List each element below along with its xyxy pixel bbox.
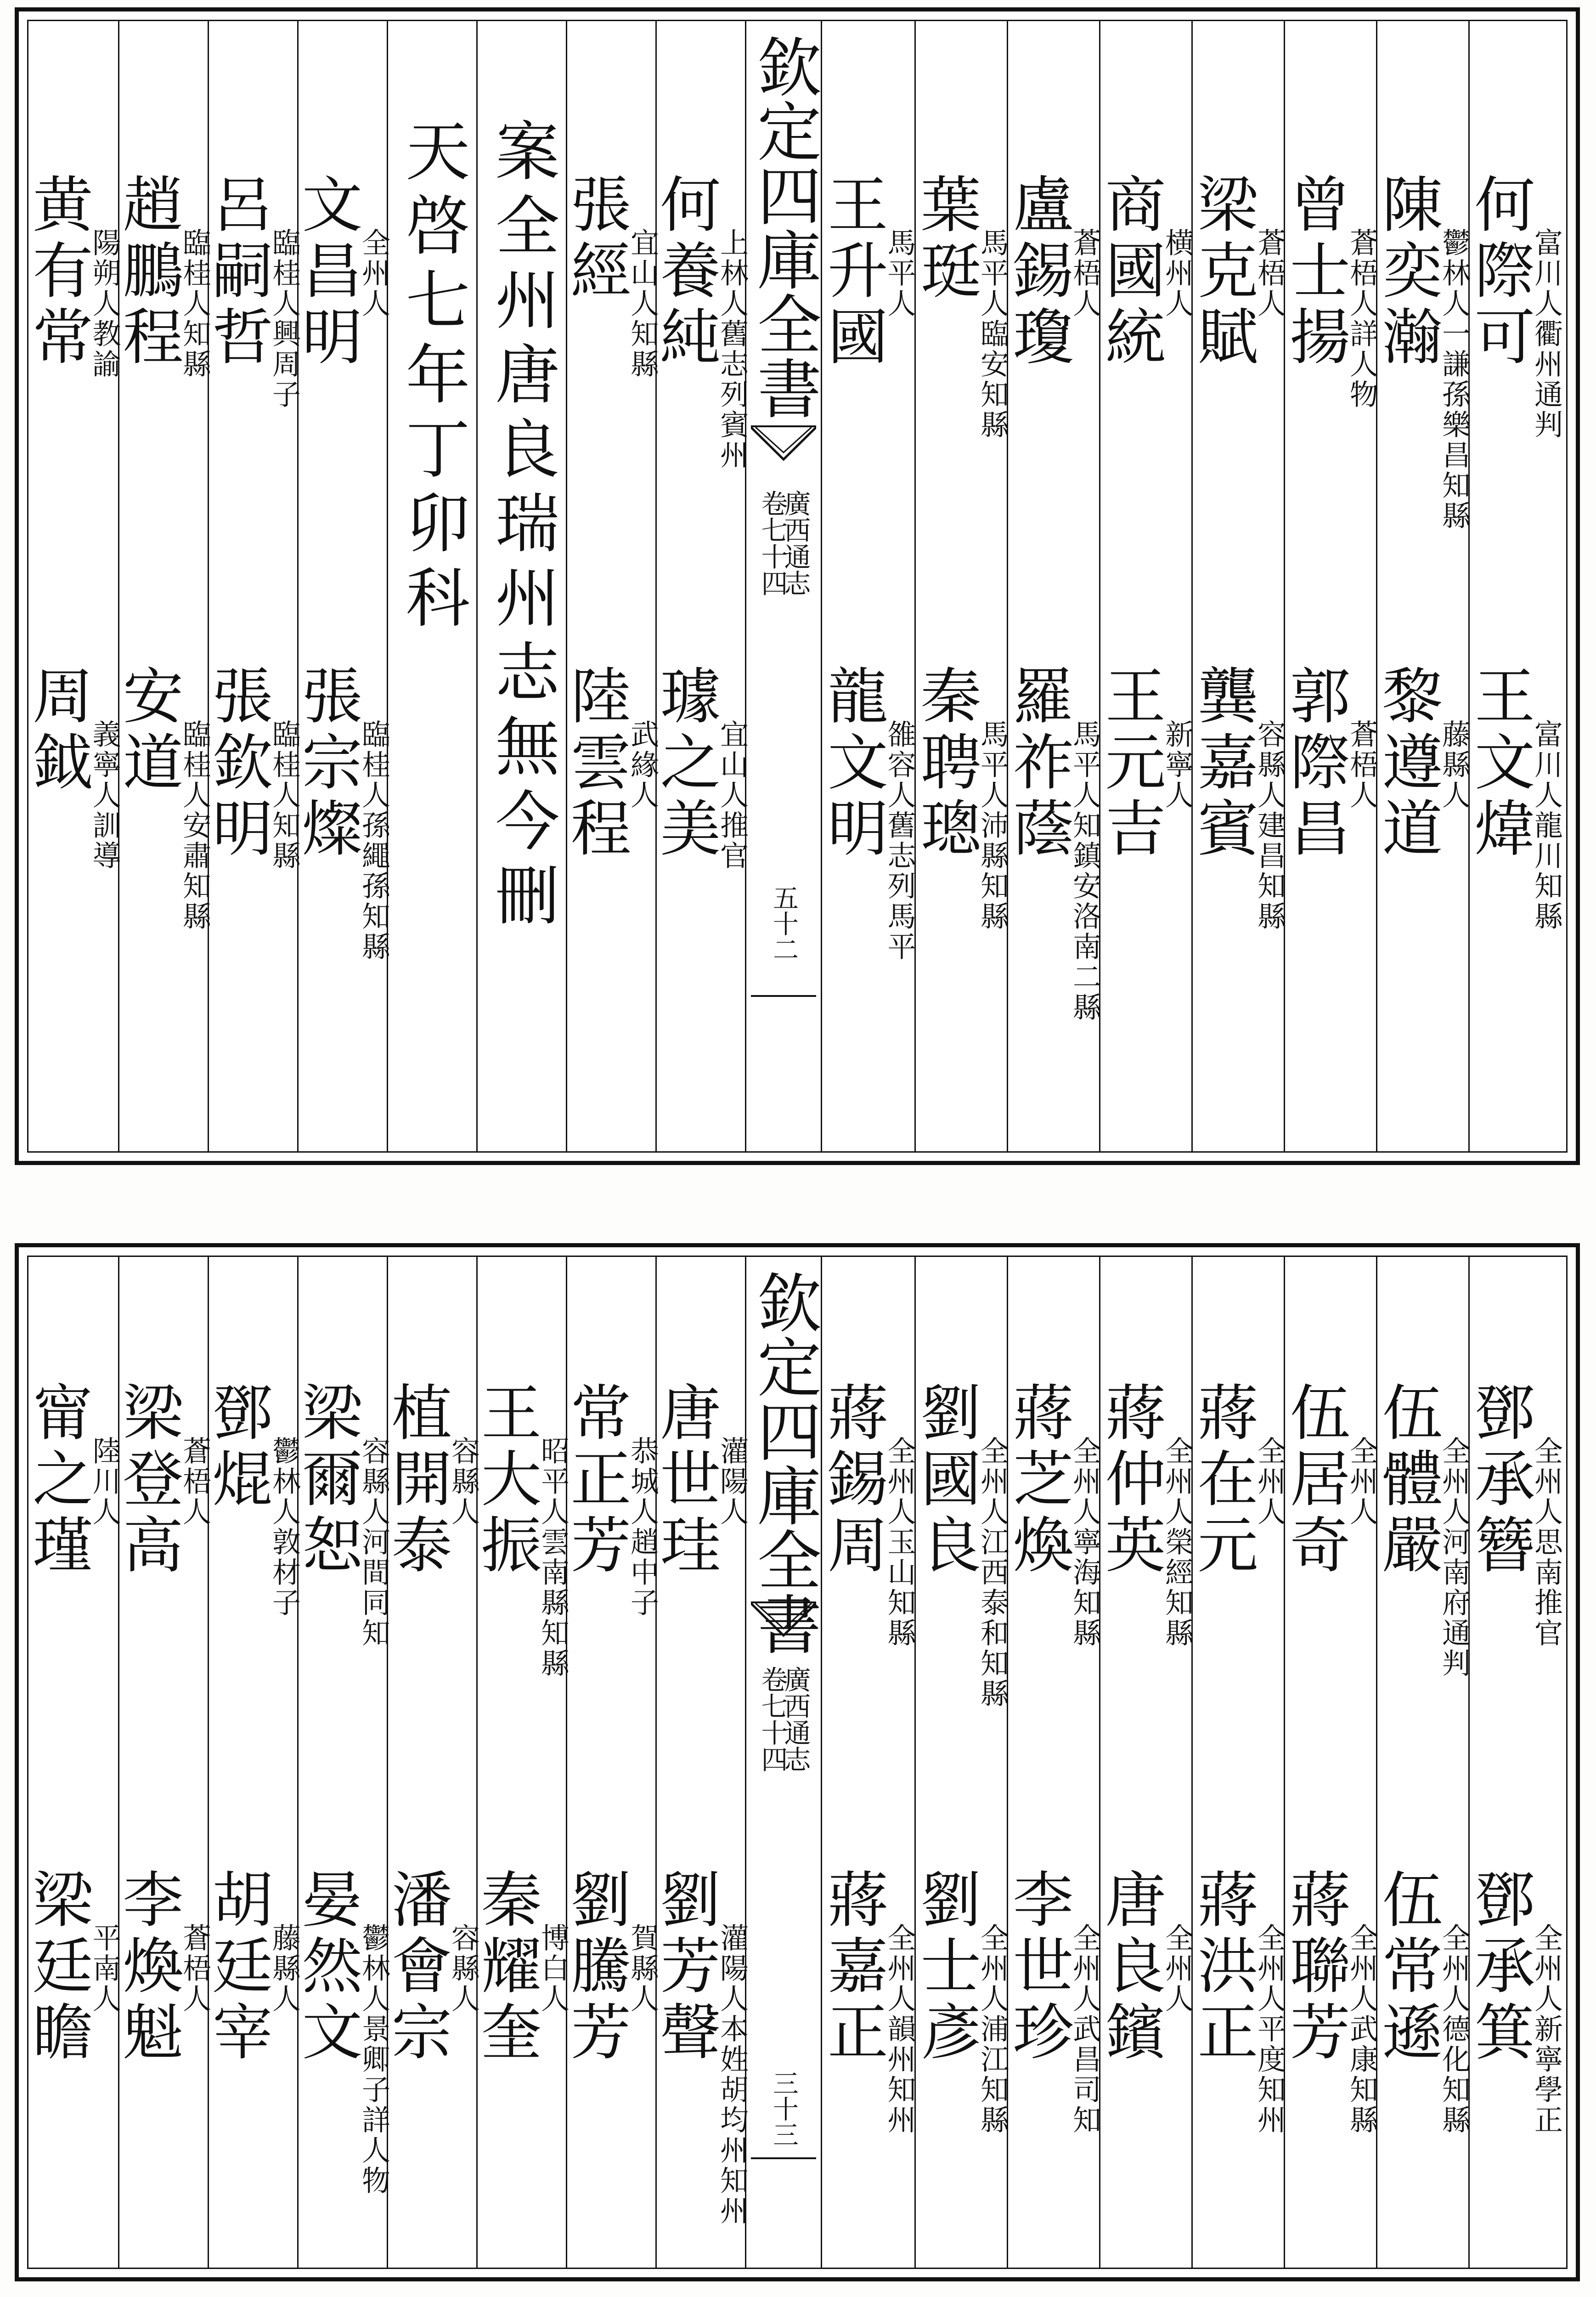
person-name: 鄧承簪 [1464, 1381, 1535, 1579]
book-title [746, 34, 821, 420]
name-entry [560, 1381, 660, 1618]
text-column [381, 1257, 480, 2268]
person-note: 藤縣人 [267, 1923, 301, 2014]
name-entry [1279, 173, 1379, 410]
person-name: 劉芳聲 [649, 1868, 721, 2066]
text-column [476, 21, 566, 1151]
person-note: 全州人德化知縣 [1437, 1923, 1471, 2135]
name-entry [1094, 664, 1194, 863]
name-entry [202, 1381, 301, 1618]
person-name: 常正芳 [560, 1381, 631, 1579]
person-note: 灌陽人 [715, 1436, 749, 1527]
name-entry [1371, 1381, 1471, 1679]
person-note: 雒容人舊志列馬平 [883, 719, 917, 962]
person-name: 梁爾恕 [291, 1381, 362, 1579]
text-column [1002, 21, 1102, 1151]
person-note: 蒼梧人 [1068, 228, 1102, 319]
person-note: 全州人河南府通判 [1437, 1436, 1471, 1679]
person-note: 容縣人河間同知 [357, 1436, 391, 1648]
name-entry [1279, 664, 1379, 863]
person-note: 蒼梧人詳人物 [1345, 228, 1379, 410]
name-entry [560, 1868, 660, 2066]
person-name: 黎遵道 [1371, 664, 1443, 863]
person-name: 王文煒 [1464, 664, 1535, 863]
person-name: 璩之美 [649, 664, 721, 863]
text-column [1094, 1257, 1194, 2268]
person-name: 蔣嘉正 [817, 1868, 888, 2066]
name-entry [1002, 1381, 1102, 1648]
top-page-frame [22, 20, 1568, 1153]
text-column [1187, 1257, 1286, 2268]
volume-label-text: 卷七十四 [756, 1666, 788, 1772]
person-name: 梁克賦 [1187, 173, 1258, 371]
person-name: 蔣聯芳 [1279, 1868, 1350, 2066]
name-entry [649, 1381, 749, 1579]
person-note: 鬱林人一謙孫樂昌知縣 [1437, 228, 1471, 531]
person-note: 横州人 [1160, 228, 1194, 319]
person-note: 臨桂人安肅知縣 [178, 719, 212, 932]
person-name: 蔣在元 [1187, 1381, 1258, 1579]
text-column [291, 1257, 391, 2268]
name-entry [112, 1868, 212, 2066]
bottom-page-panel [15, 1243, 1580, 2281]
text-column [1094, 21, 1194, 1151]
person-name: 張經 [560, 173, 631, 305]
text-column [649, 21, 749, 1151]
name-entry [1094, 1381, 1194, 1648]
top-page-panel [15, 7, 1580, 1165]
volume-label [746, 490, 798, 596]
text-column [560, 21, 660, 1151]
person-note: 蒼梧人 [1345, 719, 1379, 810]
name-entry [381, 1868, 480, 2066]
person-note: 義寧人訓導 [88, 719, 122, 871]
person-name: 甯之瑾 [22, 1381, 93, 1579]
person-note: 全州人榮經知縣 [1160, 1436, 1194, 1648]
person-name: 龔嘉賓 [1187, 664, 1258, 863]
person-name: 劉士彥 [910, 1868, 981, 2066]
person-note: 全州人平度知州 [1252, 1923, 1286, 2135]
name-entry [817, 664, 917, 962]
text-column [1279, 21, 1379, 1151]
person-note: 蒼梧人 [178, 1436, 212, 1527]
name-entry [1371, 664, 1471, 863]
name-entry [470, 1381, 570, 1679]
person-note: 藤縣人 [1437, 719, 1471, 810]
person-note: 平南人 [88, 1923, 122, 2014]
person-note: 馬平人知鎮安洛南二縣 [1068, 719, 1102, 1023]
name-entry [910, 1868, 1009, 2135]
person-name: 郭際昌 [1279, 664, 1350, 863]
name-entry [649, 664, 749, 871]
leaf-number-text: 五十二 [769, 885, 799, 962]
leaf-number [746, 2070, 821, 2147]
person-name: 唐良鑌 [1094, 1868, 1166, 2066]
person-note: 宜山人知縣 [626, 228, 660, 379]
person-name: 劉騰芳 [560, 1868, 631, 2066]
person-name: 植開泰 [381, 1381, 452, 1579]
person-note: 容縣人建昌知縣 [1252, 719, 1286, 932]
name-entry [22, 1868, 122, 2066]
name-entry [291, 664, 391, 962]
text-column [817, 21, 917, 1151]
person-name: 唐世珪 [649, 1381, 721, 1579]
person-name: 伍常遜 [1371, 1868, 1443, 2066]
person-name: 李世珍 [1002, 1868, 1073, 2066]
person-name: 梁廷瞻 [22, 1868, 93, 2066]
name-entry [560, 664, 660, 863]
person-note: 全州人江西泰和知縣 [976, 1436, 1009, 1709]
fishtail-ornament [751, 1601, 816, 1640]
text-column [112, 1257, 212, 2268]
person-note: 臨桂人興周子 [267, 228, 301, 410]
name-entry [910, 664, 1009, 932]
section-heading [478, 118, 566, 936]
person-note: 全州人玉山知縣 [883, 1436, 917, 1648]
person-note: 全州人 [1252, 1436, 1286, 1527]
person-name: 張宗燦 [291, 664, 362, 863]
person-name: 王升國 [817, 173, 888, 371]
book-title-text: 欽定四庫全書 [746, 34, 822, 420]
fishtail-ornament [751, 425, 816, 464]
name-entry [1464, 1868, 1563, 2135]
name-entry [202, 1868, 301, 2066]
person-note: 容縣人 [446, 1436, 480, 1527]
person-note: 臨桂人知縣 [178, 228, 212, 379]
person-note: 馬平人臨安知縣 [976, 228, 1009, 440]
text-column [202, 1257, 301, 2268]
person-name: 張欽明 [202, 664, 273, 863]
name-entry [112, 1381, 212, 1579]
text-column [22, 21, 122, 1151]
person-note: 全州人韻州知州 [883, 1923, 917, 2135]
name-entry [291, 1381, 391, 1648]
person-note: 鬱林人景卿子詳人物 [357, 1923, 391, 2196]
person-note: 全州人思南推官 [1529, 1436, 1563, 1648]
name-entry [381, 1381, 480, 1579]
name-entry [202, 173, 301, 410]
person-name: 何際可 [1464, 173, 1535, 371]
person-note: 灌陽人本姓胡均州知州 [715, 1923, 749, 2226]
name-entry [1002, 664, 1102, 1023]
person-name: 蔣錫周 [817, 1381, 888, 1579]
person-note: 宜山人推官 [715, 719, 749, 871]
text-column [1464, 1257, 1563, 2268]
person-name: 劉國良 [910, 1381, 981, 1579]
name-entry [1187, 1381, 1286, 1579]
person-name: 周鉞 [22, 664, 93, 797]
person-name: 李煥魁 [112, 1868, 183, 2066]
name-entry [1002, 173, 1102, 371]
person-note: 富川人衢州通判 [1529, 228, 1563, 440]
text-column [817, 1257, 917, 2268]
book-name-text: 廣西通志 [779, 490, 811, 596]
person-name: 蔣仲英 [1094, 1381, 1166, 1579]
text-column [1371, 1257, 1471, 2268]
person-note: 容縣人 [446, 1923, 480, 2014]
person-name: 趙鵬程 [112, 173, 183, 371]
person-name: 安道 [112, 664, 183, 797]
name-entry [1002, 1868, 1102, 2135]
name-entry [649, 1868, 749, 2226]
person-note: 上林人舊志列賓州 [715, 228, 749, 470]
text-column [1187, 21, 1286, 1151]
text-column [560, 1257, 660, 2268]
person-name: 曾士揚 [1279, 173, 1350, 371]
person-note: 蒼梧人 [178, 1923, 212, 2014]
volume-label [746, 1666, 798, 1772]
person-note: 陽朔人教諭 [88, 228, 122, 379]
name-entry [560, 173, 660, 379]
person-name: 蔣洪正 [1187, 1868, 1258, 2066]
person-note: 鬱林人敦材子 [267, 1436, 301, 1618]
book-title-text: 欽定四庫全書 [746, 1270, 822, 1656]
center-rule [751, 2157, 816, 2159]
name-entry [1371, 1868, 1471, 2135]
book-title [746, 1270, 821, 1656]
person-note: 全州人浦江知縣 [976, 1923, 1009, 2135]
person-name: 潘會宗 [381, 1868, 452, 2066]
text-column [387, 21, 476, 1151]
center-fold-column [745, 1257, 822, 2268]
text-column [1002, 1257, 1102, 2268]
text-column [1279, 1257, 1379, 2268]
person-name: 何養純 [649, 173, 721, 371]
person-name: 梁登高 [112, 1381, 183, 1579]
person-note: 全州人武昌司知 [1068, 1923, 1102, 2135]
person-name: 秦聘璁 [910, 664, 981, 863]
name-entry [1279, 1381, 1379, 1579]
text-column [291, 21, 391, 1151]
name-entry [817, 1381, 917, 1648]
person-name: 商國統 [1094, 173, 1166, 371]
text-column [649, 1257, 749, 2268]
person-note: 全州人武康知縣 [1345, 1923, 1379, 2135]
person-name: 陸雲程 [560, 664, 631, 863]
person-note: 全州人新寧學正 [1529, 1923, 1563, 2135]
name-entry [1187, 1868, 1286, 2135]
person-note: 陸川人 [88, 1436, 122, 1527]
person-name: 晏然文 [291, 1868, 362, 2066]
text-column [22, 1257, 122, 2268]
person-note: 全州人寧海知縣 [1068, 1436, 1102, 1648]
name-entry [112, 173, 212, 379]
volume-label-text: 卷七十四 [756, 490, 788, 596]
name-entry [1464, 664, 1563, 932]
text-column [470, 1257, 570, 2268]
name-entry [1094, 1868, 1194, 2066]
name-entry [1187, 173, 1286, 371]
person-name: 鄧焜 [202, 1381, 273, 1513]
person-name: 羅祚蔭 [1002, 664, 1073, 863]
person-name: 葉珽 [910, 173, 981, 305]
person-note: 臨桂人知縣 [267, 719, 301, 871]
person-note: 臨桂人孫繩孫知縣 [357, 719, 391, 962]
name-entry [470, 1868, 570, 2066]
person-note: 全州人 [357, 228, 391, 319]
person-note: 恭城人趙中子 [626, 1436, 660, 1618]
center-rule [751, 995, 816, 997]
person-name: 盧錫瓊 [1002, 173, 1073, 371]
person-name: 龍文明 [817, 664, 888, 863]
bottom-page-frame [22, 1256, 1568, 2269]
name-entry [1187, 664, 1286, 932]
name-entry [22, 664, 122, 871]
person-name: 胡廷宰 [202, 1868, 273, 2066]
name-entry [22, 173, 122, 379]
name-entry [202, 664, 301, 871]
name-entry [817, 173, 917, 371]
person-note: 馬平人沛縣知縣 [976, 719, 1009, 932]
person-note: 全州人 [1160, 1923, 1194, 2014]
person-name: 鄧承箕 [1464, 1868, 1535, 2066]
person-note: 昭平人雲南縣知縣 [536, 1436, 570, 1679]
text-column [910, 21, 1009, 1151]
name-entry [1464, 173, 1563, 440]
name-entry [1094, 173, 1194, 371]
name-entry [291, 1868, 391, 2196]
person-name: 秦耀奎 [470, 1868, 541, 2066]
name-entry [910, 1381, 1009, 1709]
person-note: 新寧人 [1160, 719, 1194, 810]
name-entry [1279, 1868, 1379, 2135]
person-name: 呂嗣哲 [202, 173, 273, 371]
text-column [910, 1257, 1009, 2268]
person-name: 黄有常 [22, 173, 93, 371]
name-entry [22, 1381, 122, 1579]
person-name: 蔣芝煥 [1002, 1381, 1073, 1579]
heading-text: 案全州唐良瑞州志無今刪 [485, 118, 559, 936]
person-name: 文昌明 [291, 173, 362, 371]
text-column [112, 21, 212, 1151]
heading-text: 天啓七年丁卯科 [395, 118, 470, 639]
person-note: 蒼梧人 [1252, 228, 1286, 319]
text-column [202, 21, 301, 1151]
name-entry [1464, 1381, 1563, 1648]
center-fold-column [745, 21, 822, 1151]
section-heading [388, 118, 476, 639]
leaf-number-text: 三十三 [769, 2070, 799, 2147]
person-name: 王元吉 [1094, 664, 1166, 863]
person-note: 博白人 [536, 1923, 570, 2014]
name-entry [649, 173, 749, 470]
book-name-text: 廣西通志 [779, 1666, 811, 1772]
person-name: 王大振 [470, 1381, 541, 1579]
person-name: 伍居奇 [1279, 1381, 1350, 1579]
person-note: 武緣人 [626, 719, 660, 810]
person-note: 賀縣人 [626, 1923, 660, 2014]
leaf-number [746, 885, 821, 962]
text-column [1464, 21, 1563, 1151]
name-entry [291, 173, 391, 371]
person-name: 伍體嚴 [1371, 1381, 1443, 1579]
name-entry [910, 173, 1009, 440]
person-name: 陳奕瀚 [1371, 173, 1443, 371]
name-entry [1371, 173, 1471, 531]
text-column [1371, 21, 1471, 1151]
name-entry [112, 664, 212, 932]
person-note: 富川人龍川知縣 [1529, 719, 1563, 932]
person-note: 馬平人 [883, 228, 917, 319]
name-entry [817, 1868, 917, 2135]
person-note: 全州人 [1345, 1436, 1379, 1527]
